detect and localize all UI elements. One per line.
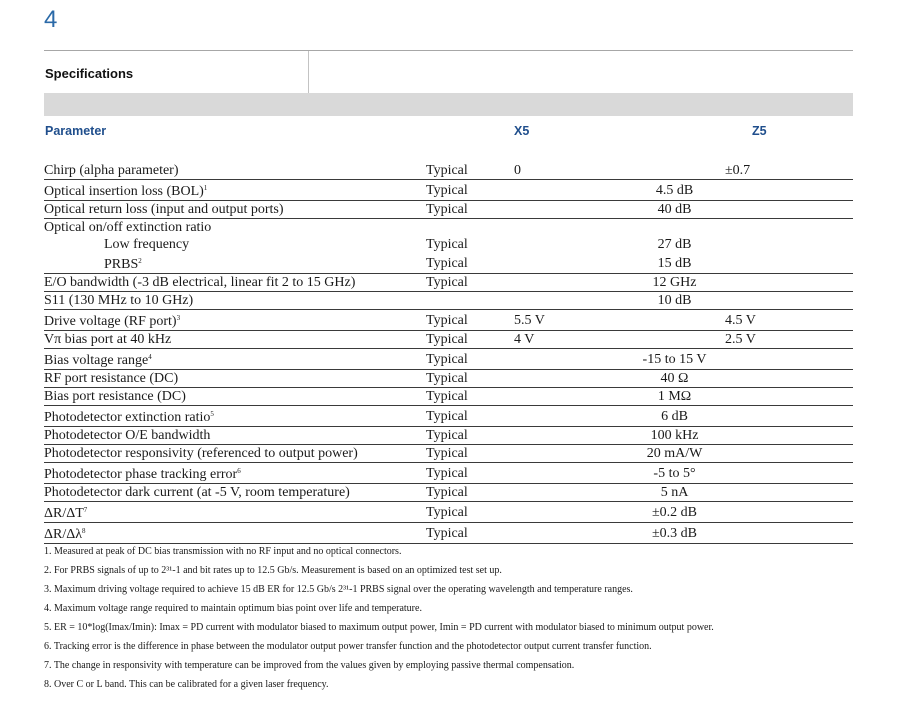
parameter-name: Low frequency: [104, 237, 190, 252]
spec-row: [44, 445, 853, 463]
x5-value-cell: 4 V: [514, 331, 624, 349]
spec-row: [44, 523, 853, 544]
parameter-cell: [44, 201, 426, 219]
type-cell: Typical: [426, 349, 514, 370]
parameter-cell: [44, 219, 426, 237]
shared-value-cell: ±0.3 dB: [624, 523, 725, 544]
parameter-name: Photodetector dark current (at -5 V, room temperature): [44, 485, 350, 500]
z5-value-cell: [725, 523, 853, 544]
parameter-cell: [44, 388, 426, 406]
z5-value-cell: [725, 370, 853, 388]
shared-value-cell: 27 dB: [657, 237, 692, 252]
footnote-ref: 7: [83, 506, 88, 514]
parameter-name: ΔR/ΔT: [44, 506, 84, 521]
z5-value-cell: [725, 180, 853, 201]
spec-row: [44, 388, 853, 406]
parameter-name: Photodetector phase tracking error: [44, 467, 238, 482]
shared-value-cell: 40 Ω: [624, 370, 725, 388]
z5-value-cell: ±0.7: [725, 162, 853, 180]
x5-value-cell: [514, 236, 624, 253]
spec-row: [44, 219, 853, 237]
footnote: 2. For PRBS signals of up to 2³¹-1 and bit rates up to 12.5 Gb/s. Measurement is based on an optimized test set up.: [44, 565, 502, 576]
parameter-name: Bias port resistance (DC): [44, 389, 186, 404]
parameter-name: Optical on/off extinction ratio: [44, 220, 212, 235]
spec-row: [44, 463, 853, 484]
type-cell: Typical: [426, 237, 468, 252]
parameter-cell: [44, 310, 426, 331]
type-cell: [426, 292, 514, 310]
parameter-cell: [44, 162, 426, 180]
section-title: Specifications: [45, 66, 134, 81]
column-header-parameter: Parameter: [45, 124, 107, 138]
parameter-name: Drive voltage (RF port): [44, 314, 177, 329]
type-cell: Typical: [426, 162, 514, 180]
footnote: 7. The change in responsivity with temperature can be improved from the values given by employing passive thermal compensation.: [44, 660, 575, 671]
parameter-cell: [44, 427, 426, 445]
spec-row: [44, 236, 853, 253]
x5-value-cell: 0: [514, 162, 624, 180]
x5-value-cell: [514, 406, 624, 427]
spec-row: [44, 370, 853, 388]
shared-value-cell: -5 to 5°: [624, 463, 725, 484]
z5-value-cell: [725, 236, 853, 253]
footnote-ref: 1: [203, 184, 208, 192]
specifications-table-body: [44, 162, 853, 544]
footnote-ref: 2: [138, 257, 142, 265]
spec-row: [44, 201, 853, 219]
spec-row: [44, 180, 853, 201]
parameter-name: S11 (130 MHz to 10 GHz): [44, 293, 194, 308]
spec-row: [44, 502, 853, 523]
z5-value-cell: [725, 388, 853, 406]
x5-value-cell: [514, 201, 624, 219]
spec-row: [44, 274, 853, 292]
shared-value-cell: [624, 162, 725, 180]
parameter-cell: [44, 370, 426, 388]
footnote: 8. Over C or L band. This can be calibrated for a given laser frequency.: [44, 679, 329, 690]
parameter-name: Photodetector extinction ratio: [44, 410, 211, 425]
type-cell: Typical: [426, 484, 514, 502]
z5-value-cell: [725, 219, 853, 237]
footnote-ref: 5: [210, 410, 214, 418]
x5-value-cell: [514, 292, 624, 310]
x5-value-cell: [514, 484, 624, 502]
x5-value-cell: [514, 219, 624, 237]
type-cell: Typical: [426, 502, 514, 523]
x5-value-cell: [514, 388, 624, 406]
footnote-ref: 8: [82, 527, 86, 535]
type-cell: Typical: [426, 463, 514, 484]
parameter-name: Photodetector O/E bandwidth: [44, 428, 211, 443]
spec-row: [44, 427, 853, 445]
type-cell: Typical: [426, 388, 514, 406]
spec-row: [44, 162, 853, 180]
parameter-cell: [44, 292, 426, 310]
title-divider: [308, 51, 309, 93]
footnote: 3. Maximum driving voltage required to achieve 15 dB ER for 12.5 Gb/s 2³¹-1 PRBS signal over the operating wavelength and temperature ranges.: [44, 584, 633, 595]
footnote: 1. Measured at peak of DC bias transmission with no RF input and no optical connectors.: [44, 546, 402, 557]
shared-value-cell: 40 dB: [624, 201, 725, 219]
x5-value-cell: [514, 274, 624, 292]
parameter-cell: [44, 274, 426, 292]
shared-value-cell: 4.5 dB: [624, 180, 725, 201]
type-cell: Typical: [426, 310, 514, 331]
shared-value-cell: [624, 219, 725, 237]
parameter-cell: [44, 463, 426, 484]
shared-value-cell: 10 dB: [624, 292, 725, 310]
type-cell: Typical: [426, 201, 514, 219]
parameter-cell: [44, 502, 426, 523]
parameter-cell: [44, 445, 426, 463]
z5-value-cell: [725, 253, 853, 274]
z5-value-cell: [725, 201, 853, 219]
header-band: [44, 93, 853, 116]
parameter-name: Photodetector responsivity (referenced to output power): [44, 446, 358, 461]
spec-row: [44, 406, 853, 427]
x5-value-cell: [514, 502, 624, 523]
footnote-ref: 6: [237, 467, 241, 475]
type-cell: Typical: [426, 427, 514, 445]
spec-row: [44, 484, 853, 502]
shared-value-cell: 100 kHz: [624, 427, 725, 445]
shared-value-cell: [624, 310, 725, 331]
spec-row: [44, 349, 853, 370]
x5-value-cell: [514, 253, 624, 274]
parameter-name: ΔR/Δλ: [44, 527, 83, 542]
shared-value-cell: 20 mA/W: [624, 445, 725, 463]
parameter-cell: [44, 180, 426, 201]
z5-value-cell: [725, 502, 853, 523]
page-number: 4: [44, 6, 58, 33]
z5-value-cell: 4.5 V: [725, 310, 853, 331]
parameter-cell: [44, 331, 426, 349]
parameter-cell: [44, 253, 426, 274]
parameter-name: Vπ bias port at 40 kHz: [44, 332, 172, 347]
parameter-name: RF port resistance (DC): [44, 371, 179, 386]
shared-value-cell: -15 to 15 V: [624, 349, 725, 370]
spec-row: [44, 331, 853, 349]
shared-value-cell: 5 nA: [624, 484, 725, 502]
type-cell: Typical: [426, 370, 514, 388]
x5-value-cell: 5.5 V: [514, 310, 624, 331]
z5-value-cell: [725, 427, 853, 445]
z5-value-cell: [725, 484, 853, 502]
x5-value-cell: [514, 370, 624, 388]
z5-value-cell: [725, 292, 853, 310]
x5-value-cell: [514, 349, 624, 370]
z5-value-cell: 2.5 V: [725, 331, 853, 349]
parameter-name: PRBS: [104, 257, 139, 272]
parameter-name: E/O bandwidth (-3 dB electrical, linear fit 2 to 15 GHz): [44, 275, 356, 290]
shared-value-cell: 12 GHz: [624, 274, 725, 292]
parameter-name: Optical insertion loss (BOL): [44, 184, 204, 199]
column-header-z5: Z5: [752, 124, 767, 138]
spec-row: [44, 253, 853, 274]
shared-value-cell: ±0.2 dB: [624, 502, 725, 523]
parameter-name: Chirp (alpha parameter): [44, 163, 179, 178]
shared-value-cell: 1 MΩ: [624, 388, 725, 406]
x5-value-cell: [514, 445, 624, 463]
z5-value-cell: [725, 406, 853, 427]
shared-value-cell: 6 dB: [624, 406, 725, 427]
x5-value-cell: [514, 463, 624, 484]
type-cell: Typical: [426, 274, 514, 292]
footnotes: [44, 542, 853, 694]
specifications-table: [44, 162, 853, 544]
type-cell: Typical: [426, 523, 514, 544]
z5-value-cell: [725, 274, 853, 292]
parameter-cell: [44, 236, 426, 253]
z5-value-cell: [725, 463, 853, 484]
z5-value-cell: [725, 445, 853, 463]
footnote-ref: 3: [176, 314, 181, 322]
footnote: 6. Tracking error is the difference in phase between the modulator output power transfer function and the photodetector output current transfer function.: [44, 641, 652, 652]
parameter-cell: [44, 349, 426, 370]
z5-value-cell: [725, 349, 853, 370]
footnote: 4. Maximum voltage range required to maintain optimum bias point over life and temperature.: [44, 603, 422, 614]
x5-value-cell: [514, 427, 624, 445]
parameter-cell: [44, 406, 426, 427]
type-cell: Typical: [426, 445, 514, 463]
type-cell: [426, 219, 514, 237]
x5-value-cell: [514, 523, 624, 544]
parameter-cell: [44, 484, 426, 502]
top-rule: [44, 50, 853, 51]
type-cell: Typical: [426, 180, 514, 201]
type-cell: Typical: [426, 253, 514, 274]
type-cell: Typical: [426, 406, 514, 427]
footnote: 5. ER = 10*log(Imax/Imin): Imax = PD current with modulator biased to maximum output power, Imin = PD current with modulator biased to minimum output power.: [44, 622, 714, 633]
type-cell: Typical: [426, 331, 514, 349]
shared-value-cell: 15 dB: [624, 253, 725, 274]
spec-row: [44, 292, 853, 310]
footnote-ref: 4: [148, 353, 152, 361]
parameter-cell: [44, 523, 426, 544]
spec-row: [44, 310, 853, 331]
parameter-name: Optical return loss (input and output ports): [44, 202, 284, 217]
parameter-name: Bias voltage range: [44, 353, 149, 368]
column-header-x5: X5: [514, 124, 530, 138]
x5-value-cell: [514, 180, 624, 201]
shared-value-cell: [624, 331, 725, 349]
